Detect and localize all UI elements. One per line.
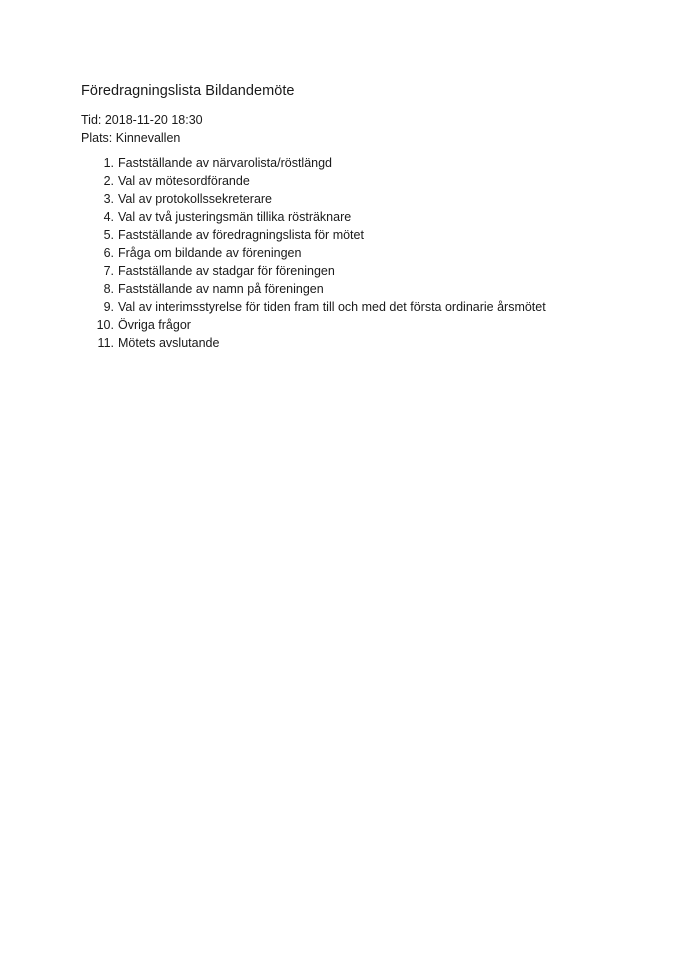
- agenda-item-number: 6.: [103, 246, 114, 260]
- agenda-item: [81, 226, 546, 244]
- agenda-item: [81, 262, 546, 280]
- agenda-item: [81, 172, 546, 190]
- agenda-item-text: Fastställande av stadgar för föreningen: [118, 264, 335, 278]
- agenda-item: [81, 316, 546, 334]
- agenda-item: [81, 190, 546, 208]
- agenda-item-number: 10.: [96, 318, 114, 332]
- agenda-item-text: Val av två justeringsmän tillika rösträknare: [118, 210, 352, 224]
- agenda-item-number: 7.: [103, 264, 114, 278]
- agenda-item-text: Fastställande av närvarolista/röstlängd: [118, 156, 333, 170]
- agenda-item: [81, 334, 546, 352]
- agenda-list: [81, 154, 546, 352]
- agenda-item-number: 11.: [97, 336, 114, 350]
- agenda-item: [81, 298, 546, 316]
- meeting-details: [81, 111, 203, 147]
- agenda-item: [81, 208, 546, 226]
- agenda-item-text: Mötets avslutande: [118, 336, 220, 350]
- agenda-item-number: 5.: [103, 228, 114, 242]
- agenda-item-text: Övriga frågor: [118, 318, 191, 332]
- agenda-item-text: Val av mötesordförande: [118, 174, 250, 188]
- agenda-item-text: Val av protokollssekreterare: [118, 192, 273, 206]
- agenda-item: [81, 244, 546, 262]
- agenda-item-number: 3.: [103, 192, 114, 206]
- agenda-item: [81, 280, 546, 298]
- meeting-place: Plats: Kinnevallen: [81, 131, 181, 145]
- agenda-item-number: 8.: [103, 282, 114, 296]
- agenda-item-number: 9.: [103, 300, 114, 314]
- agenda-item-text: Fråga om bildande av föreningen: [118, 246, 302, 260]
- agenda-item-number: 4.: [103, 210, 114, 224]
- document-title: Föredragningslista Bildandemöte: [81, 83, 295, 99]
- agenda-item-number: 2.: [103, 174, 114, 188]
- meeting-time: Tid: 2018-11-20 18:30: [81, 113, 203, 127]
- agenda-item-number: 1.: [103, 156, 114, 170]
- agenda-item: [81, 154, 546, 172]
- agenda-item-text: Fastställande av föredragningslista för mötet: [118, 228, 364, 242]
- agenda-item-text: Val av interimsstyrelse för tiden fram till och med det första ordinarie årsmötet: [118, 300, 546, 314]
- agenda-item-text: Fastställande av namn på föreningen: [118, 282, 324, 296]
